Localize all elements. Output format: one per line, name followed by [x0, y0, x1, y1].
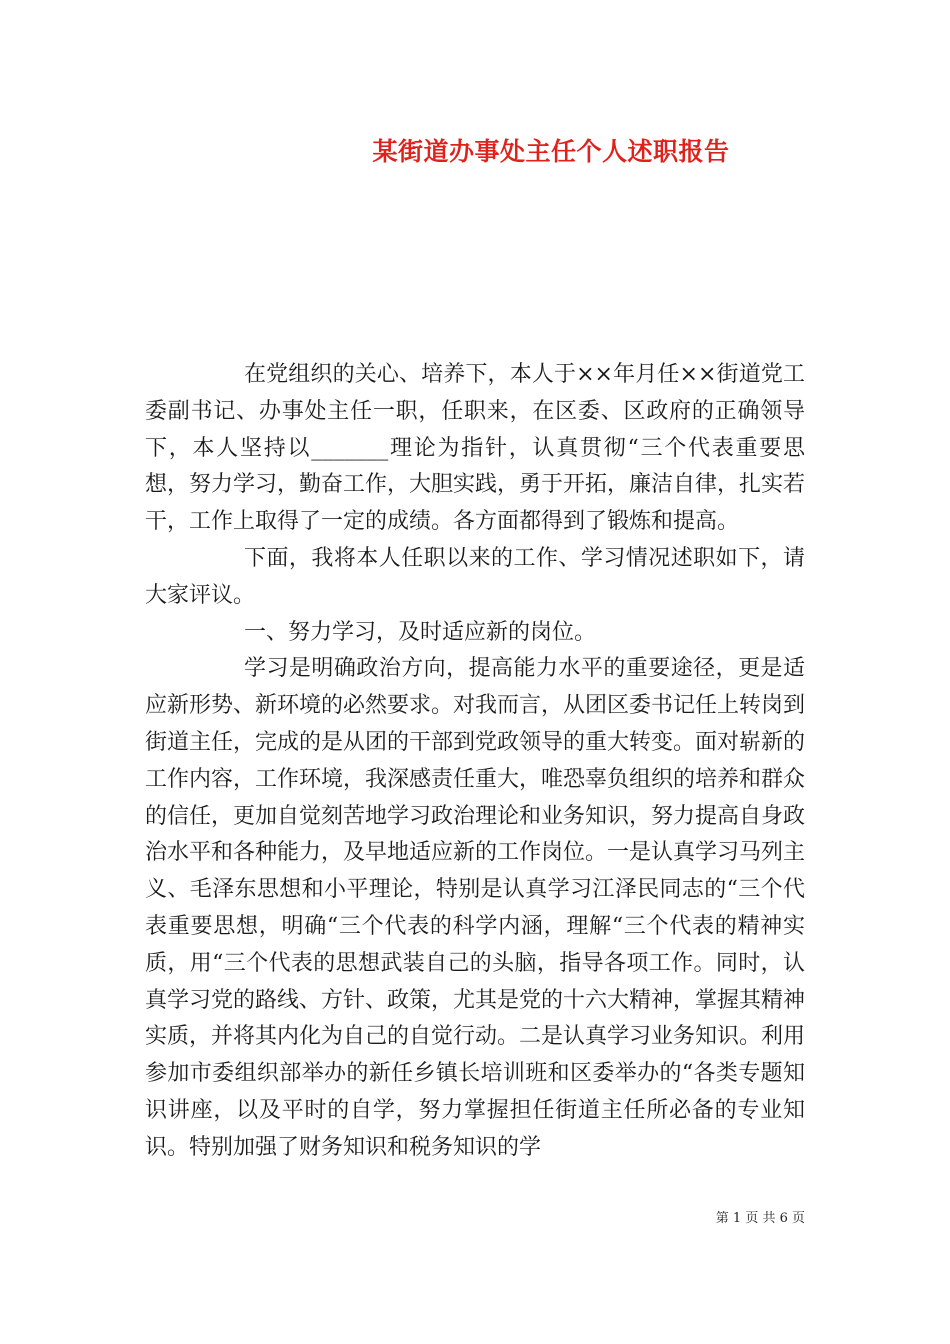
paragraph-preface: 下面，我将本人任职以来的工作、学习情况述职如下，请大家评议。	[145, 545, 805, 608]
paragraph-study: 学习是明确政治方向，提高能力水平的重要途径，更是适应新形势、新环境的必然要求。对我而言，从团区委书记任上转岗到街道主任，完成的是从团的干部到党政领导的重大转变。面对崭新的工作内容，工作环境，我深感责任重大，唯恐辜负组织的培养和群众的信任，更加自觉刻苦地学习政治理论和业务知识，努力提高自身政治水平和各种能力，及早地适应新的工作岗位。一是认真学习马列主义、毛泽东思想和小平理论，特别是认真学习江泽民同志的“三个代表重要思想，明确“三个代表的科学内涵，理解“三个代表的精神实质，用“三个代表的思想武装自己的头脑，指导各项工作。同时，认真学习党的路线、方针、政策，尤其是党的十六大精神，掌握其精神实质，并将其内化为自己的自觉行动。二是认真学习业务知识。利用参加市委组织部举办的新任乡镇长培训班和区委举办的“各类专题知识讲座，以及平时的自学，努力掌握担任街道主任所必备的专业知识。特别加强了财务知识和税务知识的学	[145, 656, 806, 1160]
document-body	[145, 357, 805, 1167]
section-heading-1: 一、努力学习，及时适应新的岗位。	[244, 619, 597, 645]
paragraph-intro: 在党组织的关心、培养下，本人于××年月任××街道党工委副书记、办事处主任一职，任职来，在区委、区政府的正确领导下，本人坚持以_______理论为指针，认真贯彻“三个代表重要思想，努力学习，勤奋工作，大胆实践，勇于开拓，廉洁自律，扎实若干，工作上取得了一定的成绩。各方面都得到了锻炼和提高。	[145, 362, 806, 535]
document-title: 某街道办事处主任个人述职报告	[372, 137, 730, 166]
page-number: 第 1 页 共 6 页	[715, 1211, 805, 1226]
